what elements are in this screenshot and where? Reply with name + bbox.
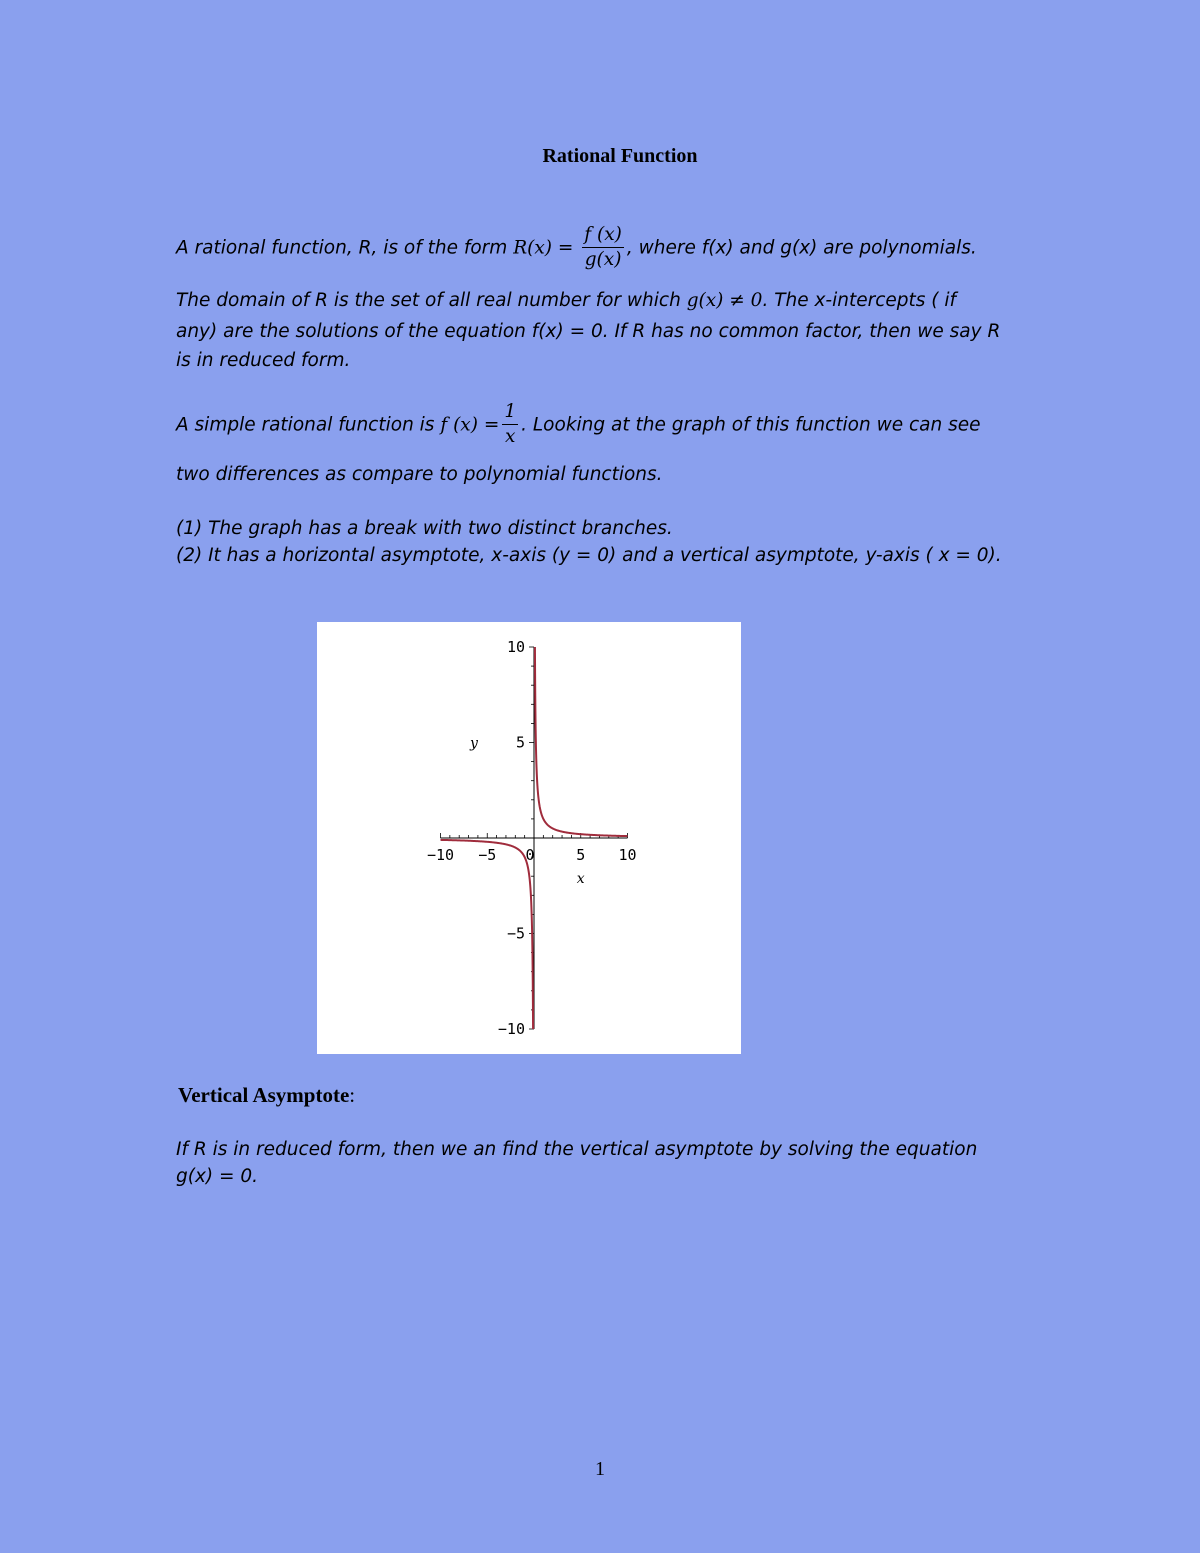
definition-suffix: , where f(x) and g(x) are polynomials. xyxy=(626,237,977,259)
definition-prefix: A rational function, R, is of the form xyxy=(176,237,514,259)
curve-branch-2 xyxy=(535,647,628,836)
point-2: (2) It has a horizontal asymptote, x-axis (y = 0) and a vertical asymptote, y-axis ( x = 0). xyxy=(176,545,1002,566)
y-tick-label: 5 xyxy=(515,733,525,752)
point-1: (1) The graph has a break with two distinct branches. xyxy=(176,518,673,539)
x-tick-label: −10 xyxy=(426,846,455,864)
domain-line-3: is in reduced form. xyxy=(176,350,351,371)
y-axis-label: y xyxy=(470,735,478,752)
va-line-1: If R is in reduced form, then we an find the vertical asymptote by solving the equation xyxy=(176,1139,978,1160)
simple-fraction xyxy=(502,402,518,447)
domain-text: The domain of R is the set of all real number for which xyxy=(176,290,687,311)
x-tick-label: −5 xyxy=(478,846,497,864)
fraction-numerator: f (x) xyxy=(582,225,624,248)
simple-prefix: A simple rational function is xyxy=(176,414,441,436)
simple-function-line xyxy=(176,403,980,448)
x-axis-label: x xyxy=(576,871,585,887)
domain-condition: g(x) ≠ 0 xyxy=(686,290,763,311)
simple-lhs: f (x) = xyxy=(440,414,500,436)
simple-suffix: . Looking at the graph of this function we can see xyxy=(521,414,981,436)
x-tick-label: 0 xyxy=(525,846,535,864)
fraction-denominator: g(x) xyxy=(584,249,622,270)
x-tick-label: 5 xyxy=(576,846,586,864)
y-tick-label: −10 xyxy=(497,1020,525,1038)
section-heading xyxy=(178,1083,355,1108)
simple-numerator: 1 xyxy=(502,402,518,425)
reciprocal-graph xyxy=(317,622,741,1054)
page-title: Rational Function xyxy=(542,145,698,167)
y-tick-label: 10 xyxy=(506,638,525,656)
section-heading-colon: : xyxy=(349,1083,356,1107)
section-heading-text: Vertical Asymptote xyxy=(178,1083,350,1107)
definition-line xyxy=(176,226,977,271)
simple-denominator: x xyxy=(505,426,516,447)
y-tick-label: −5 xyxy=(506,924,525,943)
domain-text-cont: . The x-intercepts ( if xyxy=(762,290,957,311)
definition-lhs: R(x) = xyxy=(513,237,574,259)
page-number: 1 xyxy=(595,1458,605,1480)
graph-figure xyxy=(317,622,741,1054)
domain-line-1 xyxy=(176,290,956,311)
domain-line-2: any) are the solutions of the equation f(x) = 0. If R has no common factor, then we say R xyxy=(176,321,1001,342)
definition-fraction xyxy=(582,225,624,270)
simple-line-2: two differences as compare to polynomial functions. xyxy=(176,464,663,485)
va-line-2: g(x) = 0. xyxy=(176,1166,259,1187)
x-tick-label: 10 xyxy=(618,846,637,864)
